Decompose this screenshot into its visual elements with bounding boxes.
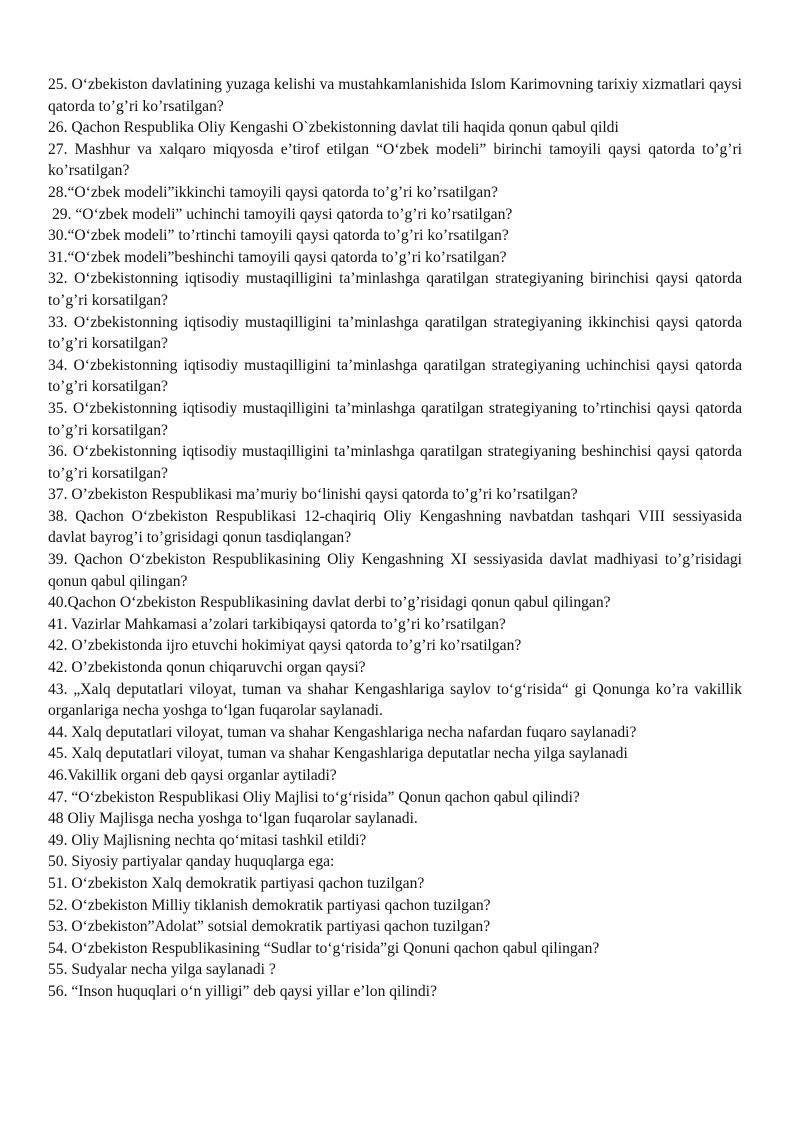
document-page <box>48 74 742 1003</box>
question-41: 41. Vazirlar Mahkamasi a’zolari tarkibiqaysi qatorda to’g’ri ko’rsatilgan? <box>48 615 506 633</box>
question-54: 54. O‘zbekiston Respublikasining “Sudlar to‘g‘risida”gi Qonuni qachon qabul qilingan? <box>48 939 600 957</box>
question-49: 49. Oliy Majlisning nechta qo‘mitasi tashkil etildi? <box>48 831 367 849</box>
question-36: 36. O‘zbekistonning iqtisodiy mustaqilligini ta’minlashga qaratilgan strategiyaning beshinchisi qaysi qatorda to’g’ri korsatilgan? <box>48 443 742 482</box>
question-45: 45. Xalq deputatlari viloyat, tuman va shahar Kengashlariga deputatlar necha yilga saylanadi <box>48 745 628 763</box>
question-42b: 42. O’zbekistonda qonun chiqaruvchi organ qaysi? <box>48 659 366 677</box>
question-47: 47. “O‘zbekiston Respublikasi Oliy Majlisi to‘g‘risida” Qonun qachon qabul qilindi? <box>48 788 580 806</box>
question-31: 31.“O‘zbek modeli”beshinchi tamoyili qaysi qatorda to’g’ri ko’rsatilgan? <box>48 248 507 266</box>
question-35: 35. O‘zbekistonning iqtisodiy mustaqilligini ta’minlashga qaratilgan strategiyaning to’rtinchisi qaysi qatorda to’g’ri korsatilgan? <box>48 399 742 439</box>
question-32: 32. O‘zbekistonning iqtisodiy mustaqilligini ta’minlashga qaratilgan strategiyaning birinchisi qaysi qatorda to’g’ri korsatilgan? <box>48 270 742 309</box>
question-55: 55. Sudyalar necha yilga saylanadi ? <box>48 961 276 979</box>
question-42a: 42. O’zbekistonda ijro etuvchi hokimiyat qaysi qatorda to’g’ri ko’rsatilgan? <box>48 637 522 655</box>
question-28: 28.“O‘zbek modeli”ikkinchi tamoyili qaysi qatorda to’g’ri ko’rsatilgan? <box>48 183 498 201</box>
question-56: 56. “Inson huquqlari o‘n yilligi” deb qaysi yillar e’lon qilindi? <box>48 982 437 1000</box>
question-46: 46.Vakillik organi deb qaysi organlar aytiladi? <box>48 767 337 784</box>
question-50: 50. Siyosiy partiyalar qanday huquqlarga ega: <box>48 853 335 871</box>
question-52: 52. O‘zbekiston Milliy tiklanish demokratik partiyasi qachon tuzilgan? <box>48 896 491 914</box>
question-53: 53. O‘zbekiston”Adolat” sotsial demokratik partiyasi qachon tuzilgan? <box>48 918 491 936</box>
question-44: 44. Xalq deputatlari viloyat, tuman va shahar Kengashlariga necha nafardan fuqaro saylanadi? <box>48 723 637 741</box>
question-33: 33. O‘zbekistonning iqtisodiy mustaqilligini ta’minlashga qaratilgan strategiyaning ikkinchisi qaysi qatorda to’g’ri korsatilgan? <box>48 313 742 353</box>
question-29: 29. “O‘zbek modeli” uchinchi tamoyili qaysi qatorda to’g’ri ko’rsatilgan? <box>52 205 513 223</box>
question-25: 25. O‘zbekiston davlatining yuzaga kelishi va mustahkamlanishida Islom Karimovning tarixiy xizmatlari qaysi qatorda to’g’ri ko’rsatilgan? <box>48 76 742 115</box>
question-40: 40.Qachon O‘zbekiston Respublikasining davlat derbi to’g’risidagi qonun qabul qilingan? <box>48 594 611 612</box>
question-39: 39. Qachon O‘zbekiston Respublikasining Oliy Kengashning XI sessiyasida davlat madhiyasi to’g’risidagi qonun qabul qilingan? <box>48 551 742 590</box>
question-30: 30.“O‘zbek modeli” to’rtinchi tamoyili qaysi qatorda to’g’ri ko’rsatilgan? <box>48 227 509 245</box>
question-26: 26. Qachon Respublika Oliy Kengashi O`zbekistonning davlat tili haqida qonun qabul qildi <box>48 119 619 137</box>
question-27: 27. Mashhur va xalqaro miqyosda e’tirof etilgan “O‘zbek modeli” birinchi tamoyili qaysi qatorda to’g’ri ko’rsatilgan? <box>48 140 742 180</box>
question-34: 34. O‘zbekistonning iqtisodiy mustaqilligini ta’minlashga qaratilgan strategiyaning uchinchisi qaysi qatorda to’g’ri korsatilgan? <box>48 356 742 396</box>
question-51: 51. O‘zbekiston Xalq demokratik partiyasi qachon tuzilgan? <box>48 874 425 892</box>
question-37: 37. O’zbekiston Respublikasi ma’muriy bo‘linishi qaysi qatorda to’g’ri ko’rsatilgan? <box>48 486 578 504</box>
question-48: 48 Oliy Majlisga necha yoshga to‘lgan fuqarolar saylanadi. <box>48 810 418 828</box>
question-38: 38. Qachon O‘zbekiston Respublikasi 12-chaqiriq Oliy Kengashning navbatdan tashqari VIII sessiyasida davlat bayrog’i to’grisidagi qonun tasdiqlangan? <box>48 507 742 547</box>
question-43: 43. „Xalq deputatlari viloyat, tuman va shahar Kengashlariga saylov to‘g‘risida“ gi Qonunga ko’ra vakillik organlariga necha yoshga to‘lgan fuqarolar saylanadi. <box>48 680 742 720</box>
